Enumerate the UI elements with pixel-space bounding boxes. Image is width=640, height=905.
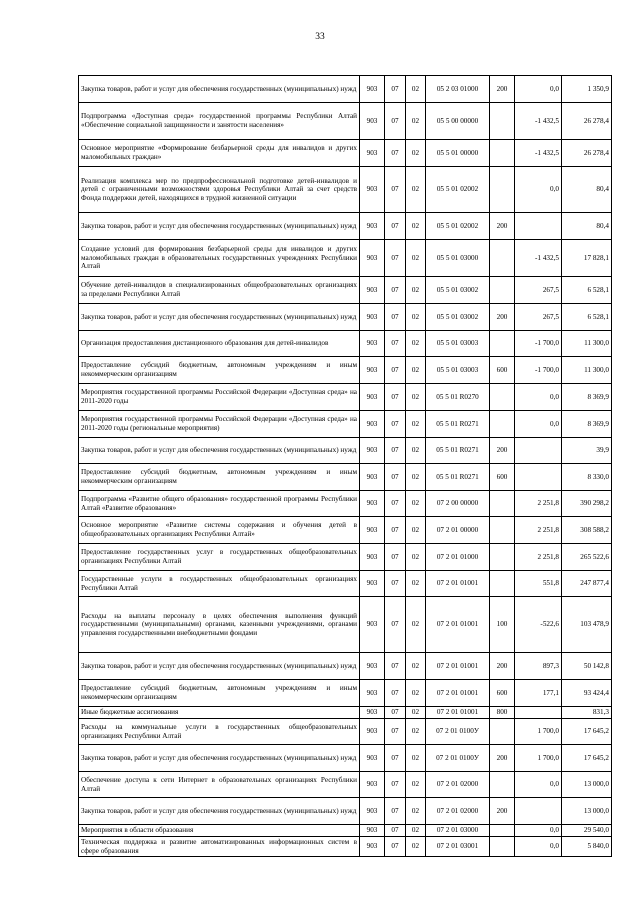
cell-total-amount: 17 645,2 [562,745,612,772]
cell-target-article: 05 5 01 03002 [426,304,490,331]
cell-target-article: 05 5 01 03003 [426,331,490,357]
row-description: Создание условий для формирования безбарьерной среды для инвалидов и других маломобильных граждан в образовательных государственных учреждениях Республики Алтай [79,240,360,277]
table-row [79,798,612,825]
cell-change-amount: 0,0 [515,76,562,103]
cell-target-article: 05 5 01 R0271 [426,438,490,464]
cell-glava: 903 [360,544,385,571]
cell-total-amount: 6 528,1 [562,277,612,304]
cell-change-amount: -1 432,5 [515,103,562,140]
row-description: Обеспечение доступа к сети Интернет в образовательных организациях Республики Алтай [79,772,360,798]
cell-podrazdel: 02 [406,825,426,837]
cell-podrazdel: 02 [406,798,426,825]
budget-table [78,75,612,857]
table-row [79,680,612,707]
cell-total-amount: 8 369,9 [562,384,612,411]
cell-razdel: 07 [385,719,406,745]
table-row [79,140,612,167]
cell-total-amount: 265 522,6 [562,544,612,571]
cell-change-amount [515,707,562,719]
table-row [79,653,612,680]
cell-target-article: 07 2 01 01001 [426,597,490,653]
cell-glava: 903 [360,597,385,653]
cell-podrazdel: 02 [406,277,426,304]
row-description: Подпрограмма «Развитие общего образования» государственной программы Республики Алтай «Развитие образования» [79,491,360,517]
cell-total-amount: 390 298,2 [562,491,612,517]
table-row [79,772,612,798]
cell-glava: 903 [360,745,385,772]
cell-razdel: 07 [385,213,406,240]
cell-razdel: 07 [385,707,406,719]
cell-glava: 903 [360,167,385,213]
row-description: Подпрограмма «Доступная среда» государственной программы Республики Алтай «Обеспечение социальной защищенности и занятости населения» [79,103,360,140]
cell-target-article: 05 5 01 03002 [426,277,490,304]
row-description: Мероприятия государственной программы Российской Федерации «Доступная среда» на 2011-2020 годы (региональные мероприятия) [79,411,360,438]
cell-expense-type [490,719,515,745]
cell-podrazdel: 02 [406,76,426,103]
cell-change-amount: 0,0 [515,411,562,438]
cell-podrazdel: 02 [406,597,426,653]
cell-glava: 903 [360,304,385,331]
cell-change-amount: 267,5 [515,277,562,304]
cell-glava: 903 [360,837,385,857]
page-number: 33 [315,32,325,42]
table-row [79,76,612,103]
row-description: Предоставление субсидий бюджетным, автономным учреждениям и иным некоммерческим организациям [79,464,360,491]
table-row [79,544,612,571]
cell-target-article: 05 5 01 02002 [426,167,490,213]
cell-podrazdel: 02 [406,140,426,167]
cell-expense-type [490,544,515,571]
cell-glava: 903 [360,680,385,707]
cell-expense-type: 200 [490,653,515,680]
cell-target-article: 07 2 01 01001 [426,653,490,680]
cell-target-article: 07 2 01 01001 [426,707,490,719]
cell-glava: 903 [360,411,385,438]
cell-target-article: 05 5 01 00000 [426,140,490,167]
table-row [79,825,612,837]
cell-change-amount: 267,5 [515,304,562,331]
cell-expense-type [490,140,515,167]
cell-razdel: 07 [385,798,406,825]
cell-target-article: 05 5 00 00000 [426,103,490,140]
cell-razdel: 07 [385,464,406,491]
cell-razdel: 07 [385,140,406,167]
cell-razdel: 07 [385,837,406,857]
cell-podrazdel: 02 [406,331,426,357]
table-row [79,597,612,653]
cell-total-amount: 26 278,4 [562,140,612,167]
cell-glava: 903 [360,277,385,304]
cell-total-amount: 26 278,4 [562,103,612,140]
cell-podrazdel: 02 [406,719,426,745]
cell-razdel: 07 [385,411,406,438]
table-row [79,240,612,277]
cell-razdel: 07 [385,76,406,103]
cell-expense-type: 600 [490,464,515,491]
cell-expense-type: 200 [490,76,515,103]
cell-expense-type [490,384,515,411]
row-description: Закупка товаров, работ и услуг для обеспечения государственных (муниципальных) нужд [79,213,360,240]
cell-change-amount: 0,0 [515,837,562,857]
cell-expense-type [490,331,515,357]
row-description: Организация предоставления дистанционного образования для детей-инвалидов [79,331,360,357]
cell-razdel: 07 [385,357,406,384]
cell-glava: 903 [360,517,385,544]
cell-glava: 903 [360,213,385,240]
cell-expense-type [490,103,515,140]
cell-podrazdel: 02 [406,167,426,213]
cell-glava: 903 [360,571,385,597]
cell-expense-type: 200 [490,213,515,240]
table-row [79,719,612,745]
cell-change-amount [515,438,562,464]
row-description: Закупка товаров, работ и услуг для обеспечения государственных (муниципальных) нужд [79,653,360,680]
cell-target-article: 07 2 00 00000 [426,491,490,517]
cell-target-article: 05 5 01 R0271 [426,411,490,438]
table-row [79,384,612,411]
table-row [79,837,612,857]
table-row [79,213,612,240]
row-description: Предоставление субсидий бюджетным, автономным учреждениям и иным некоммерческим организациям [79,680,360,707]
cell-razdel: 07 [385,438,406,464]
cell-total-amount: 103 478,9 [562,597,612,653]
cell-change-amount: -1 700,0 [515,331,562,357]
cell-podrazdel: 02 [406,571,426,597]
cell-expense-type [490,517,515,544]
cell-change-amount: 2 251,8 [515,491,562,517]
cell-total-amount: 8 330,0 [562,464,612,491]
cell-target-article: 07 2 01 01001 [426,680,490,707]
table-row [79,304,612,331]
table-row [79,438,612,464]
cell-razdel: 07 [385,544,406,571]
cell-total-amount: 13 000,0 [562,798,612,825]
cell-expense-type [490,571,515,597]
cell-change-amount: 0,0 [515,167,562,213]
row-description: Закупка товаров, работ и услуг для обеспечения государственных (муниципальных) нужд [79,745,360,772]
cell-target-article: 07 2 01 02000 [426,798,490,825]
row-description: Мероприятия в области образования [79,825,360,837]
row-description: Обучение детей-инвалидов в специализированных общеобразовательных организациях за пределами Республики Алтай [79,277,360,304]
cell-expense-type [490,837,515,857]
cell-glava: 903 [360,357,385,384]
cell-total-amount: 80,4 [562,213,612,240]
cell-change-amount: 0,0 [515,384,562,411]
row-description: Закупка товаров, работ и услуг для обеспечения государственных (муниципальных) нужд [79,304,360,331]
row-description: Основное мероприятие «Формирование безбарьерной среды для инвалидов и других маломобильных граждан» [79,140,360,167]
cell-razdel: 07 [385,331,406,357]
cell-expense-type: 100 [490,597,515,653]
cell-expense-type [490,825,515,837]
cell-razdel: 07 [385,240,406,277]
cell-razdel: 07 [385,517,406,544]
cell-glava: 903 [360,438,385,464]
cell-total-amount: 8 369,9 [562,411,612,438]
cell-change-amount: -522,6 [515,597,562,653]
cell-razdel: 07 [385,745,406,772]
row-description: Предоставление государственных услуг в государственных общеобразовательных организациях Республики Алтай [79,544,360,571]
table-row [79,357,612,384]
table-row [79,464,612,491]
cell-glava: 903 [360,76,385,103]
cell-expense-type: 800 [490,707,515,719]
cell-glava: 903 [360,772,385,798]
cell-target-article: 07 2 01 0100У [426,745,490,772]
cell-glava: 903 [360,653,385,680]
cell-razdel: 07 [385,167,406,213]
cell-razdel: 07 [385,277,406,304]
cell-podrazdel: 02 [406,357,426,384]
row-description: Расходы на коммунальные услуги в государственных общеобразовательных организациях Республики Алтай [79,719,360,745]
cell-expense-type: 200 [490,304,515,331]
cell-total-amount: 6 528,1 [562,304,612,331]
table-row [79,167,612,213]
cell-glava: 903 [360,491,385,517]
cell-change-amount: 177,1 [515,680,562,707]
table-row [79,517,612,544]
cell-target-article: 05 2 03 01000 [426,76,490,103]
cell-razdel: 07 [385,597,406,653]
cell-podrazdel: 02 [406,772,426,798]
cell-total-amount: 5 840,0 [562,837,612,857]
cell-razdel: 07 [385,571,406,597]
cell-total-amount: 831,3 [562,707,612,719]
cell-target-article: 05 5 01 03000 [426,240,490,277]
cell-expense-type [490,411,515,438]
cell-glava: 903 [360,798,385,825]
cell-change-amount: 1 700,0 [515,745,562,772]
cell-expense-type: 600 [490,357,515,384]
cell-total-amount: 11 300,0 [562,357,612,384]
cell-target-article: 07 2 01 03001 [426,837,490,857]
cell-target-article: 05 5 01 R0271 [426,464,490,491]
row-description: Основное мероприятие «Развитие системы содержания и обучения детей в общеобразовательных организациях Республики Алтай» [79,517,360,544]
table-row [79,571,612,597]
cell-target-article: 05 5 01 02002 [426,213,490,240]
cell-total-amount: 93 424,4 [562,680,612,707]
cell-total-amount: 39,9 [562,438,612,464]
row-description: Реализация комплекса мер по предпрофессиональной подготовке детей-инвалидов и детей с ограниченными возможностями здоровья Республики Алтай за счет средств Фонда поддержки детей, находящихся в трудной жизненной ситуации [79,167,360,213]
cell-razdel: 07 [385,772,406,798]
cell-glava: 903 [360,240,385,277]
cell-target-article: 07 2 01 03000 [426,825,490,837]
cell-glava: 903 [360,140,385,167]
cell-expense-type: 600 [490,680,515,707]
cell-expense-type: 200 [490,745,515,772]
cell-total-amount: 80,4 [562,167,612,213]
cell-total-amount: 50 142,8 [562,653,612,680]
cell-change-amount: -1 432,5 [515,240,562,277]
cell-total-amount: 17 645,2 [562,719,612,745]
cell-glava: 903 [360,331,385,357]
row-description: Закупка товаров, работ и услуг для обеспечения государственных (муниципальных) нужд [79,798,360,825]
cell-podrazdel: 02 [406,653,426,680]
row-description: Расходы на выплаты персоналу в целях обеспечения выполнения функций государственными (муниципальными) органами, казенными учреждениями, органами управления государственными внебюджетными фондами [79,597,360,653]
table-row [79,277,612,304]
cell-change-amount: 897,3 [515,653,562,680]
cell-target-article: 07 2 01 01000 [426,544,490,571]
cell-total-amount: 11 300,0 [562,331,612,357]
cell-change-amount: -1 432,5 [515,140,562,167]
cell-razdel: 07 [385,653,406,680]
cell-expense-type [490,772,515,798]
cell-change-amount [515,213,562,240]
table-row [79,331,612,357]
cell-podrazdel: 02 [406,240,426,277]
row-description: Закупка товаров, работ и услуг для обеспечения государственных (муниципальных) нужд [79,438,360,464]
row-description: Закупка товаров, работ и услуг для обеспечения государственных (муниципальных) нужд [79,76,360,103]
row-description: Иные бюджетные ассигнования [79,707,360,719]
cell-podrazdel: 02 [406,491,426,517]
cell-total-amount: 247 877,4 [562,571,612,597]
cell-target-article: 07 2 01 02000 [426,772,490,798]
cell-target-article: 07 2 01 01001 [426,571,490,597]
cell-podrazdel: 02 [406,544,426,571]
row-description: Предоставление субсидий бюджетным, автономным учреждениям и иным некоммерческим организациям [79,357,360,384]
cell-change-amount: 0,0 [515,772,562,798]
cell-razdel: 07 [385,103,406,140]
cell-expense-type [490,240,515,277]
cell-expense-type [490,277,515,304]
table-row [79,411,612,438]
cell-change-amount: 1 700,0 [515,719,562,745]
cell-target-article: 07 2 01 0100У [426,719,490,745]
cell-glava: 903 [360,825,385,837]
cell-target-article: 05 5 01 R0270 [426,384,490,411]
cell-glava: 903 [360,384,385,411]
cell-podrazdel: 02 [406,837,426,857]
cell-change-amount: 2 251,8 [515,544,562,571]
table-row [79,103,612,140]
cell-glava: 903 [360,103,385,140]
cell-glava: 903 [360,464,385,491]
cell-total-amount: 308 588,2 [562,517,612,544]
cell-total-amount: 29 540,0 [562,825,612,837]
cell-total-amount: 17 828,1 [562,240,612,277]
cell-glava: 903 [360,719,385,745]
cell-podrazdel: 02 [406,103,426,140]
row-description: Техническая поддержка и развитие автоматизированных информационных систем в сфере образования [79,837,360,857]
cell-podrazdel: 02 [406,438,426,464]
cell-podrazdel: 02 [406,213,426,240]
cell-target-article: 05 5 01 03003 [426,357,490,384]
cell-podrazdel: 02 [406,707,426,719]
cell-total-amount: 1 350,9 [562,76,612,103]
cell-podrazdel: 02 [406,680,426,707]
cell-total-amount: 13 000,0 [562,772,612,798]
cell-change-amount [515,798,562,825]
cell-podrazdel: 02 [406,411,426,438]
cell-expense-type [490,491,515,517]
row-description: Государственные услуги в государственных общеобразовательных организациях Республики Алтай [79,571,360,597]
cell-razdel: 07 [385,825,406,837]
cell-change-amount: 0,0 [515,825,562,837]
table-row [79,707,612,719]
cell-glava: 903 [360,707,385,719]
cell-expense-type: 200 [490,798,515,825]
cell-razdel: 07 [385,304,406,331]
row-description: Мероприятия государственной программы Российской Федерации «Доступная среда» на 2011-2020 годы [79,384,360,411]
cell-change-amount: 2 251,8 [515,517,562,544]
table-row [79,491,612,517]
cell-podrazdel: 02 [406,384,426,411]
cell-razdel: 07 [385,491,406,517]
cell-podrazdel: 02 [406,745,426,772]
cell-change-amount [515,464,562,491]
cell-expense-type [490,167,515,213]
cell-podrazdel: 02 [406,464,426,491]
cell-change-amount: 551,8 [515,571,562,597]
table-row [79,745,612,772]
cell-podrazdel: 02 [406,304,426,331]
cell-target-article: 07 2 01 00000 [426,517,490,544]
cell-razdel: 07 [385,384,406,411]
cell-expense-type: 200 [490,438,515,464]
cell-razdel: 07 [385,680,406,707]
cell-change-amount: -1 700,0 [515,357,562,384]
cell-podrazdel: 02 [406,517,426,544]
